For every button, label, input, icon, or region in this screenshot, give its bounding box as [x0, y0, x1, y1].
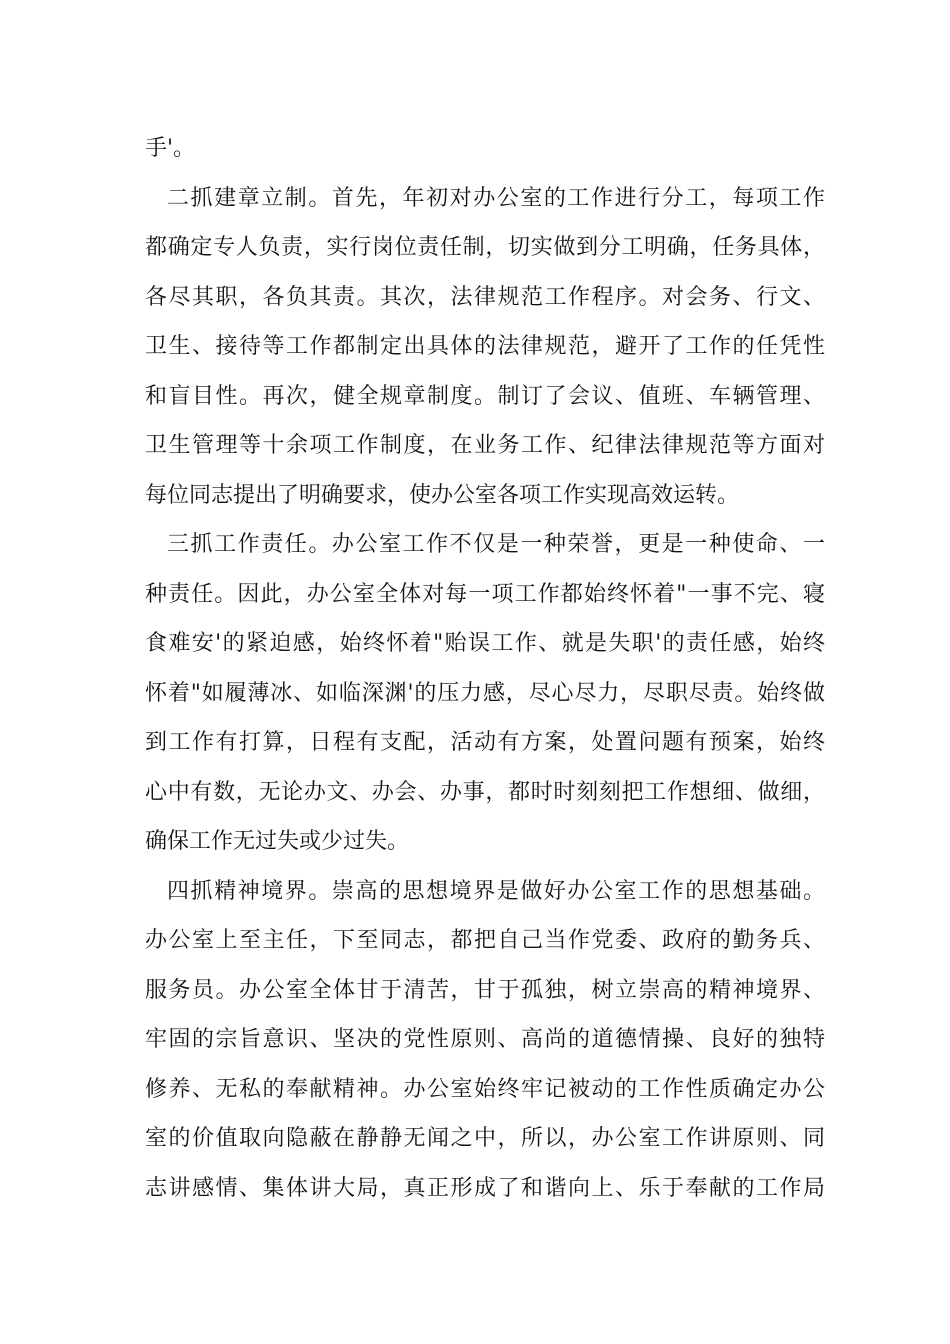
text-line: 心中有数，无论办文、办会、办事，都时时刻刻把工作想细、做细， [145, 779, 825, 805]
text-line: 牢固的宗旨意识、坚决的党性原则、高尚的道德情操、良好的独特 [145, 1027, 825, 1052]
text-line: 四抓精神境界。崇高的思想境界是做好办公室工作的思想基础。 [167, 878, 825, 904]
paragraph-4 [145, 867, 825, 1214]
text-line: 卫生、接待等工作都制定出具体的法律规范，避开了工作的任凭性 [145, 334, 825, 359]
text-line: 志讲感情、集体讲大局，真正形成了和谐向上、乐于奉献的工作局 [145, 1175, 825, 1201]
text-line: 二抓建章立制。首先，年初对办公室的工作进行分工，每项工作 [167, 185, 825, 211]
text-line: 服务员。办公室全体甘于清苦，甘于孤独，树立崇高的精神境界、 [145, 977, 825, 1003]
text-line: 都确定专人负责，实行岗位责任制，切实做到分工明确，任务具体， [145, 235, 825, 260]
text-line: 种责任。因此，办公室全体对每一项工作都始终怀着"一事不完、寝 [145, 581, 825, 607]
body-text [145, 124, 825, 1213]
text-line: 室的价值取向隐蔽在静静无闻之中，所以，办公室工作讲原则、同 [145, 1126, 825, 1151]
text-line: 到工作有打算，日程有支配，活动有方案，处置问题有预案，始终 [145, 730, 825, 755]
text-line: 确保工作无过失或少过失。 [145, 829, 410, 854]
paragraph-2 [145, 174, 825, 521]
text-line: 手'。 [145, 136, 196, 161]
text-line: 办公室上至主任，下至同志，都把自己当作党委、政府的勤务兵、 [145, 928, 825, 953]
text-line: 修养、无私的奉献精神。办公室始终牢记被动的工作性质确定办公 [145, 1076, 825, 1102]
text-line: 怀着"如履薄冰、如临深渊'的压力感，尽心尽力，尽职尽责。始终做 [145, 680, 825, 706]
text-line: 食难安'的紧迫感，始终怀着"贻误工作、就是失职'的责任感，始终 [145, 631, 825, 656]
paragraph-3 [145, 520, 825, 867]
paragraph-1 [145, 124, 825, 174]
text-line: 和盲目性。再次，健全规章制度。制订了会议、值班、车辆管理、 [145, 383, 825, 409]
text-line: 每位同志提出了明确要求，使办公室各项工作实现高效运转。 [145, 482, 740, 508]
text-line: 卫生管理等十余项工作制度，在业务工作、纪律法律规范等方面对 [145, 433, 825, 458]
text-line: 三抓工作责任。办公室工作不仅是一种荣誉，更是一种使命、一 [167, 532, 825, 557]
text-line: 各尽其职，各负其责。其次，法律规范工作程序。对会务、行文、 [145, 284, 825, 310]
